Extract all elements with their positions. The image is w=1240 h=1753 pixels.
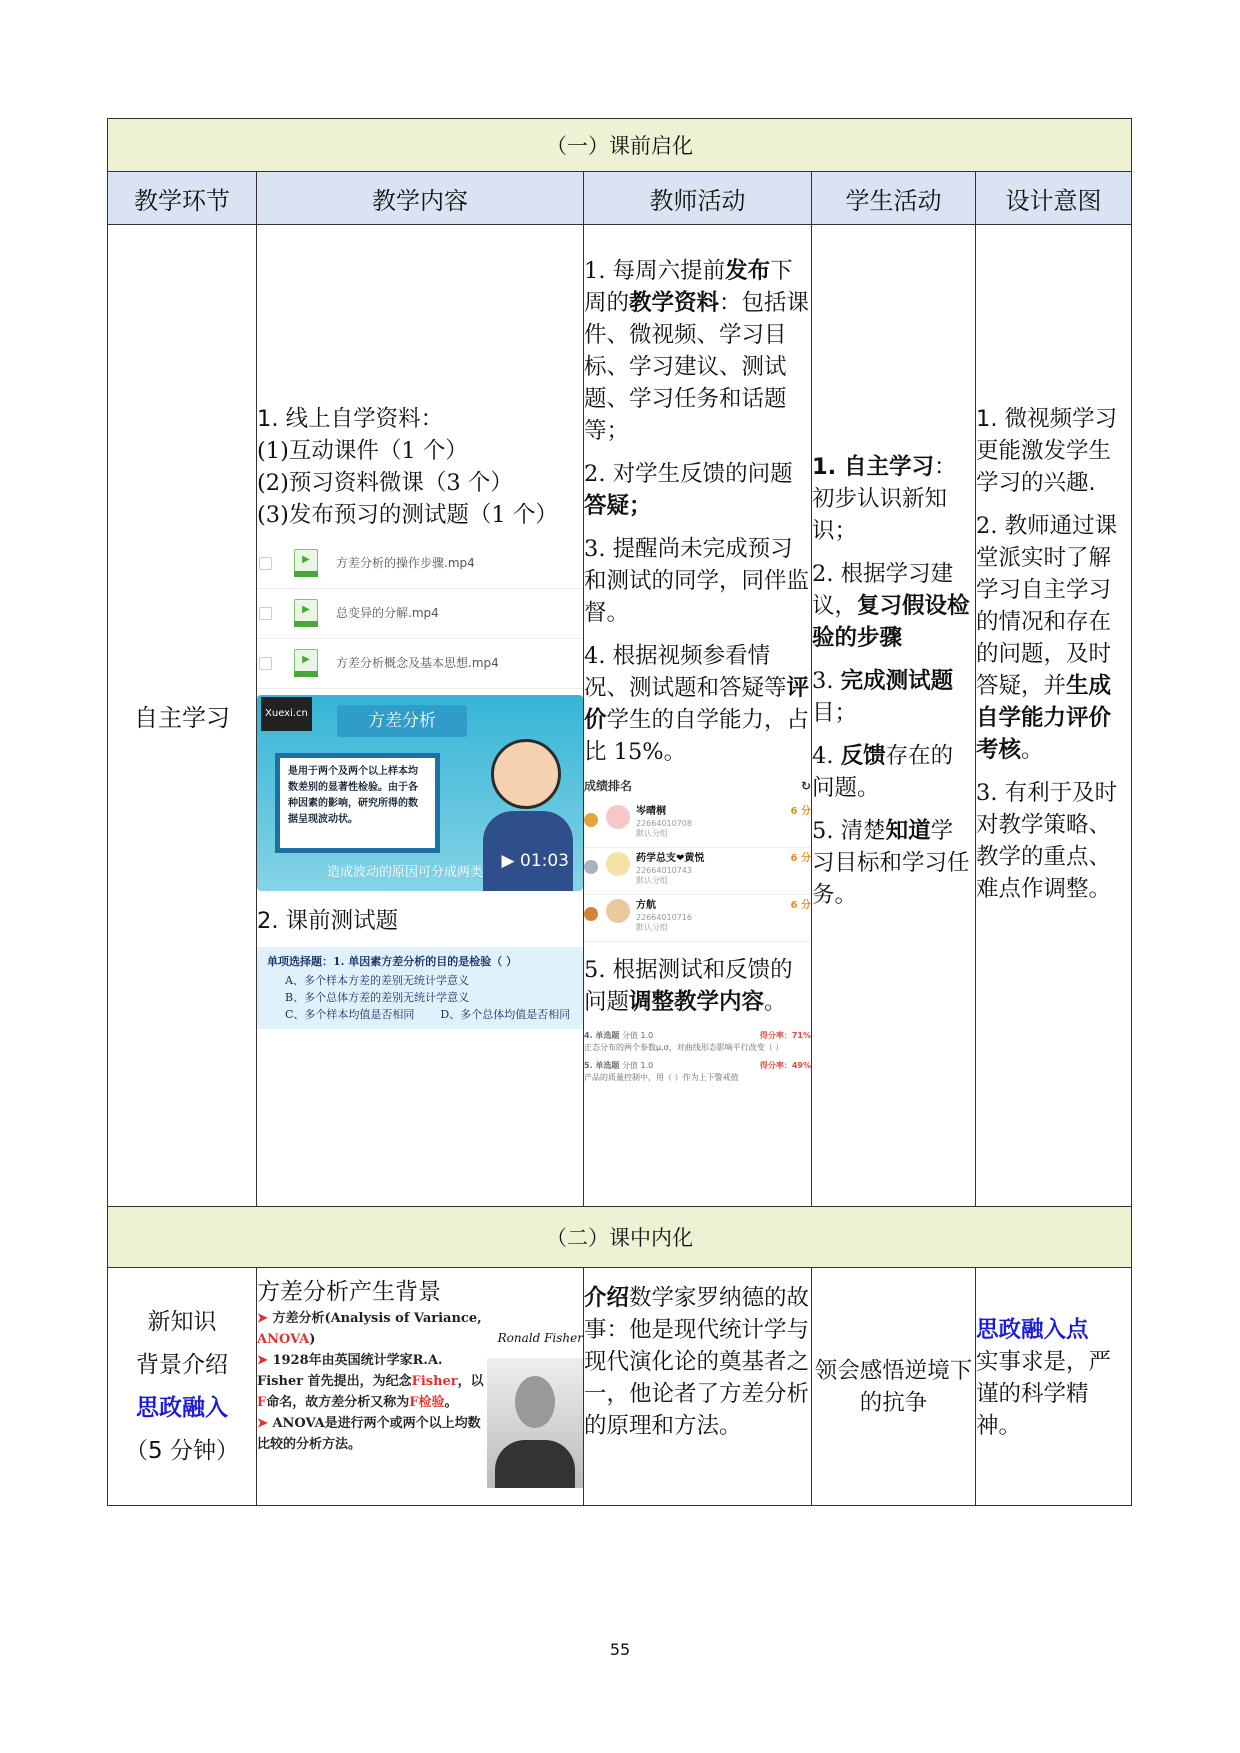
student-item-1: 1. 自主学习：初步认识新知识； bbox=[812, 454, 957, 544]
checkbox[interactable] bbox=[259, 607, 272, 620]
header-design: 设计意图 bbox=[976, 172, 1132, 225]
avatar bbox=[606, 899, 630, 923]
medal-icon bbox=[584, 813, 598, 827]
ranking-item: 方航 22664010716 默认分组 6 分 bbox=[584, 895, 811, 942]
teacher-item-3: 3. 提醒尚未完成预习和测试的同学，同伴监督。 bbox=[584, 536, 810, 626]
teacher-item-1: 1. 每周六提前发布下周的教学资料：包括课件、微视频、学习目标、学习建议、测试题、学习任务和话题等； bbox=[584, 258, 810, 444]
section-row-1 bbox=[108, 119, 1132, 172]
ranking-item: 药学总支❤黄悦 22664010743 默认分组 6 分 bbox=[584, 848, 811, 895]
stage-line: 新知识 bbox=[147, 1308, 217, 1335]
header-stage: 教学环节 bbox=[108, 172, 257, 225]
file-item[interactable] bbox=[257, 589, 583, 639]
teacher-cell bbox=[584, 225, 812, 1207]
student-item-2: 2. 根据学习建议，复习假设检验的步骤 bbox=[812, 561, 970, 651]
fisher-portrait bbox=[487, 1358, 583, 1488]
page-number: 55 bbox=[609, 1640, 631, 1659]
teacher-item-2: 2. 对学生反馈的问题答疑； bbox=[584, 461, 793, 519]
ranking-score: 6 分 bbox=[790, 900, 811, 911]
avatar bbox=[606, 805, 630, 829]
checkbox[interactable] bbox=[259, 557, 272, 570]
content-title-2: 2. 课前测试题 bbox=[257, 907, 399, 934]
content-cell bbox=[257, 225, 584, 1207]
content-title: 方差分析产生背景 bbox=[257, 1279, 441, 1305]
stage-line: 背景介绍 bbox=[136, 1351, 228, 1378]
quiz-question: 单项选择题：1. 单因素方差分析的目的是检验（ ） bbox=[267, 954, 518, 968]
student-item-3: 3. 完成测试题目； bbox=[812, 668, 954, 726]
design-cell bbox=[976, 225, 1132, 1207]
video-caption: 造成波动的原因可分成两类 bbox=[327, 864, 484, 880]
signature: Ronald Fisher bbox=[497, 1331, 583, 1345]
slide-bullet: ➤ 方差分析(Analysis of Variance, ANOVA) bbox=[257, 1311, 482, 1347]
teacher-cell-2: 介绍数学家罗纳德的故事：他是现代统计学与现代演化论的奠基者之一，他论者了方差分析的原理和方法。 bbox=[584, 1268, 812, 1506]
video-screen-text: 是用于两个及两个以上样本均数差别的显著性检验。由于各种因素的影响，研究所得的数据呈现波动状。 bbox=[275, 753, 440, 853]
content-item: (3)发布预习的测试题（1 个） bbox=[257, 501, 558, 528]
video-logo: Xuexi.cn bbox=[261, 697, 312, 731]
checkbox[interactable] bbox=[259, 657, 272, 670]
file-item[interactable] bbox=[257, 539, 583, 589]
medal-icon bbox=[584, 907, 598, 921]
content-title: 1. 线上自学资料： bbox=[257, 405, 444, 432]
stage-time: （5 分钟） bbox=[125, 1437, 239, 1464]
quiz-option: D、多个总体均值是否相同 bbox=[440, 1007, 571, 1021]
video-file-icon: ▶ bbox=[294, 549, 318, 577]
ranking-score: 6 分 bbox=[790, 853, 811, 864]
ranking-image bbox=[584, 779, 811, 942]
stats-image: 4. 单选题 分值 1.0 得分率：71% 正态分布的两个参数μ,σ，对曲线形态影响平行改变（ ） 5. 单选题 分值 1.0 得分率：49% 产品的质量控制中，用（ ）作为上下警戒值 bbox=[584, 1031, 811, 1082]
ranking-score: 6 分 bbox=[790, 806, 811, 817]
lesson-plan-table bbox=[107, 118, 1132, 1506]
stage-cell: 自主学习 bbox=[108, 225, 257, 1207]
file-list bbox=[257, 539, 583, 689]
design-item-3: 3. 有利于及时对教学策略、教学的重点、难点作调整。 bbox=[976, 780, 1118, 902]
play-icon[interactable]: ▶ bbox=[501, 850, 515, 871]
design-item-2: 2. 教师通过课堂派实时了解学习自主学习的情况和存在的问题，及时答疑，并生成自学能力评价考核。 bbox=[976, 513, 1118, 763]
file-name: 总变异的分解.mp4 bbox=[336, 606, 439, 620]
slide-bullet: ➤ 1928年由英国统计学家R.A. Fisher 首先提出，为纪念Fisher，以F命名，故方差分析又称为F检验。 bbox=[257, 1353, 484, 1410]
file-item[interactable] bbox=[257, 639, 583, 689]
file-name: 方差分析概念及基本思想.mp4 bbox=[336, 656, 499, 670]
header-row bbox=[108, 172, 1132, 225]
quiz-option: B、多个总体方差的差别无统计学意义 bbox=[285, 990, 470, 1004]
video-thumbnail[interactable] bbox=[257, 695, 583, 891]
video-file-icon: ▶ bbox=[294, 599, 318, 627]
video-time[interactable] bbox=[502, 845, 569, 877]
section-row-2 bbox=[108, 1207, 1132, 1268]
ranking-item: 岑晴桐 22664010708 默认分组 6 分 bbox=[584, 801, 811, 848]
quiz-option: A、多个样本方差的差别无统计学意义 bbox=[285, 973, 469, 987]
quiz-option: C、多个样本均值是否相同 bbox=[285, 1007, 415, 1021]
design-highlight: 思政融入点 bbox=[976, 1317, 1089, 1343]
ranking-title: 成绩排名 bbox=[584, 779, 633, 793]
design-cell-2 bbox=[976, 1268, 1132, 1506]
video-time-text: 01:03 bbox=[520, 850, 569, 871]
design-text: 实事求是，严谨的科学精神。 bbox=[976, 1349, 1112, 1439]
medal-icon bbox=[584, 860, 598, 874]
header-student: 学生活动 bbox=[812, 172, 976, 225]
header-content: 教学内容 bbox=[257, 172, 584, 225]
stage-highlight: 思政融入 bbox=[136, 1394, 228, 1421]
file-name: 方差分析的操作步骤.mp4 bbox=[336, 556, 475, 570]
video-file-icon: ▶ bbox=[294, 649, 318, 677]
row-background bbox=[108, 1268, 1132, 1506]
teacher-item-4: 4. 根据视频参看情况、测试题和答疑等评价学生的自学能力，占比 15%。 bbox=[584, 643, 810, 765]
video-title: 方差分析 bbox=[337, 705, 467, 737]
student-cell-2: 领会感悟逆境下的抗争 bbox=[812, 1268, 976, 1506]
fisher-slide bbox=[257, 1308, 583, 1488]
content-item: (1)互动课件（1 个） bbox=[257, 437, 468, 464]
teacher-item-5: 5. 根据测试和反馈的问题调整教学内容。 bbox=[584, 957, 793, 1015]
design-item-1: 1. 微视频学习更能激发学生学习的兴趣. bbox=[976, 406, 1118, 496]
section-title: （一）课前启化 bbox=[108, 119, 1132, 172]
refresh-icon[interactable]: ↻ bbox=[800, 779, 811, 793]
student-cell bbox=[812, 225, 976, 1207]
content-cell-2 bbox=[257, 1268, 584, 1506]
student-item-5: 5. 清楚知道学习目标和学习任务。 bbox=[812, 818, 970, 908]
section-title: （二）课中内化 bbox=[108, 1207, 1132, 1268]
teacher-figure-head bbox=[491, 739, 561, 809]
content-item: (2)预习资料微课（3 个） bbox=[257, 469, 513, 496]
student-item-4: 4. 反馈存在的问题。 bbox=[812, 743, 954, 801]
header-teacher: 教师活动 bbox=[584, 172, 812, 225]
quiz-image bbox=[257, 947, 583, 1029]
avatar bbox=[606, 852, 630, 876]
slide-bullet: ➤ ANOVA是进行两个或两个以上均数比较的分析方法。 bbox=[257, 1416, 481, 1452]
row-self-study bbox=[108, 225, 1132, 1207]
stage-cell-2 bbox=[108, 1268, 257, 1506]
